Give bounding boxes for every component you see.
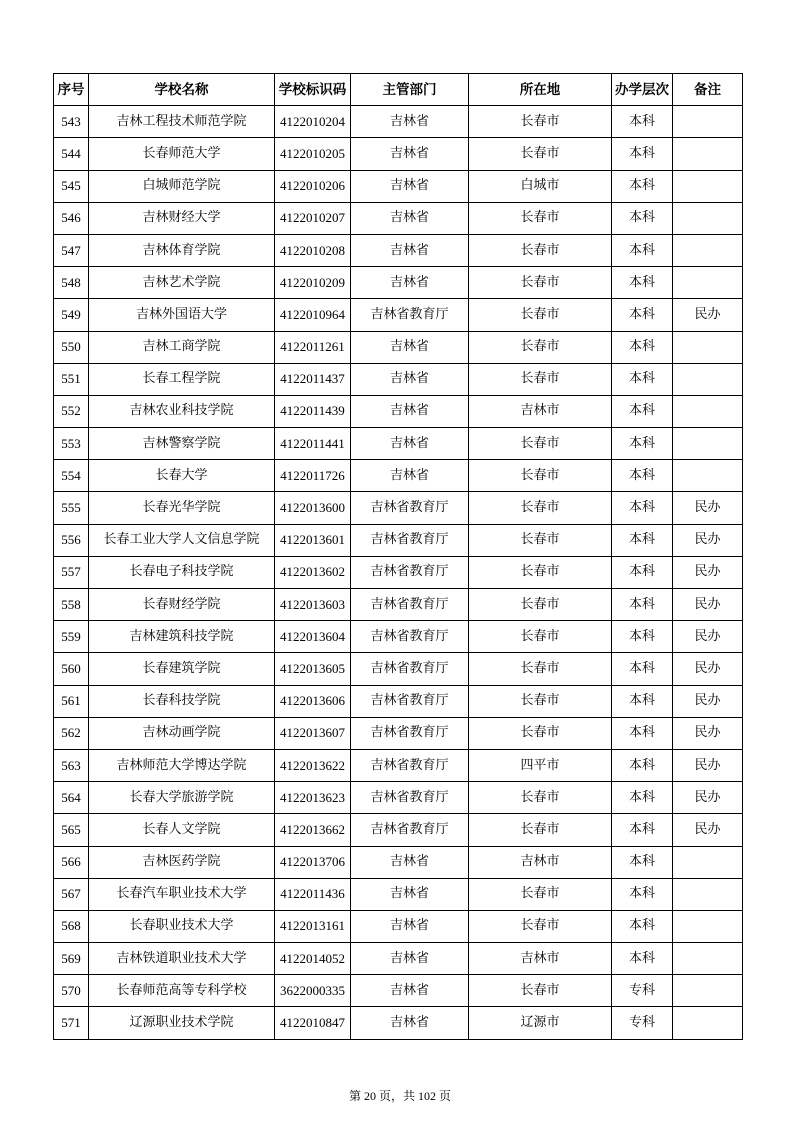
header-index: 序号	[54, 74, 89, 106]
table-row	[54, 492, 743, 524]
cell-index: 552	[54, 395, 89, 427]
cell-level: 本科	[612, 492, 673, 524]
cell-school-code: 4122014052	[275, 943, 351, 975]
cell-school-code: 4122013662	[275, 814, 351, 846]
table-row	[54, 685, 743, 717]
table-row	[54, 395, 743, 427]
cell-school-name: 长春工程学院	[89, 363, 275, 395]
cell-location: 长春市	[469, 331, 612, 363]
cell-authority: 吉林省教育厅	[351, 492, 469, 524]
cell-authority: 吉林省	[351, 234, 469, 266]
cell-level: 本科	[612, 910, 673, 942]
cell-index: 543	[54, 106, 89, 138]
header-location: 所在地	[469, 74, 612, 106]
cell-remark	[673, 106, 743, 138]
cell-school-name: 长春职业技术大学	[89, 910, 275, 942]
cell-location: 长春市	[469, 685, 612, 717]
cell-authority: 吉林省教育厅	[351, 621, 469, 653]
cell-location: 长春市	[469, 556, 612, 588]
table-row	[54, 267, 743, 299]
cell-level: 本科	[612, 782, 673, 814]
cell-school-code: 4122013603	[275, 589, 351, 621]
table-row	[54, 846, 743, 878]
cell-authority: 吉林省	[351, 1007, 469, 1039]
cell-school-name: 吉林建筑科技学院	[89, 621, 275, 653]
cell-index: 544	[54, 138, 89, 170]
cell-remark	[673, 202, 743, 234]
cell-remark: 民办	[673, 685, 743, 717]
cell-level: 本科	[612, 556, 673, 588]
cell-index: 567	[54, 878, 89, 910]
cell-level: 本科	[612, 621, 673, 653]
cell-school-name: 吉林动画学院	[89, 717, 275, 749]
cell-remark: 民办	[673, 492, 743, 524]
cell-school-code: 4122010964	[275, 299, 351, 331]
cell-remark: 民办	[673, 749, 743, 781]
table-row	[54, 975, 743, 1007]
table-row	[54, 782, 743, 814]
cell-authority: 吉林省	[351, 460, 469, 492]
cell-level: 本科	[612, 170, 673, 202]
cell-school-name: 长春人文学院	[89, 814, 275, 846]
cell-location: 长春市	[469, 621, 612, 653]
cell-location: 长春市	[469, 460, 612, 492]
header-school-name: 学校名称	[89, 74, 275, 106]
cell-level: 本科	[612, 524, 673, 556]
table-row	[54, 814, 743, 846]
cell-level: 本科	[612, 846, 673, 878]
cell-index: 558	[54, 589, 89, 621]
cell-remark	[673, 234, 743, 266]
cell-index: 546	[54, 202, 89, 234]
cell-index: 559	[54, 621, 89, 653]
cell-school-name: 吉林师范大学博达学院	[89, 749, 275, 781]
cell-level: 本科	[612, 138, 673, 170]
cell-authority: 吉林省	[351, 395, 469, 427]
cell-school-code: 4122010207	[275, 202, 351, 234]
cell-remark	[673, 170, 743, 202]
cell-authority: 吉林省	[351, 878, 469, 910]
cell-index: 571	[54, 1007, 89, 1039]
cell-school-name: 长春电子科技学院	[89, 556, 275, 588]
cell-level: 本科	[612, 202, 673, 234]
cell-remark	[673, 363, 743, 395]
table-row	[54, 460, 743, 492]
cell-authority: 吉林省教育厅	[351, 589, 469, 621]
cell-remark	[673, 878, 743, 910]
cell-remark	[673, 460, 743, 492]
cell-location: 长春市	[469, 234, 612, 266]
cell-location: 长春市	[469, 299, 612, 331]
cell-level: 专科	[612, 1007, 673, 1039]
cell-school-code: 4122013623	[275, 782, 351, 814]
cell-authority: 吉林省	[351, 846, 469, 878]
cell-school-name: 吉林外国语大学	[89, 299, 275, 331]
cell-authority: 吉林省	[351, 910, 469, 942]
table-row	[54, 234, 743, 266]
cell-school-name: 吉林体育学院	[89, 234, 275, 266]
header-level: 办学层次	[612, 74, 673, 106]
header-row	[54, 74, 743, 106]
cell-location: 长春市	[469, 202, 612, 234]
cell-level: 本科	[612, 460, 673, 492]
cell-school-code: 3622000335	[275, 975, 351, 1007]
cell-location: 长春市	[469, 138, 612, 170]
cell-school-name: 长春师范大学	[89, 138, 275, 170]
cell-level: 本科	[612, 395, 673, 427]
header-authority: 主管部门	[351, 74, 469, 106]
cell-level: 本科	[612, 878, 673, 910]
cell-location: 长春市	[469, 524, 612, 556]
cell-authority: 吉林省	[351, 331, 469, 363]
cell-school-code: 4122013601	[275, 524, 351, 556]
school-list-table	[53, 73, 743, 1040]
cell-index: 548	[54, 267, 89, 299]
cell-authority: 吉林省教育厅	[351, 299, 469, 331]
cell-school-name: 长春大学	[89, 460, 275, 492]
cell-index: 554	[54, 460, 89, 492]
table-row	[54, 621, 743, 653]
cell-authority: 吉林省教育厅	[351, 749, 469, 781]
cell-location: 吉林市	[469, 846, 612, 878]
table-row	[54, 910, 743, 942]
header-school-code: 学校标识码	[275, 74, 351, 106]
cell-remark: 民办	[673, 556, 743, 588]
cell-school-code: 4122013602	[275, 556, 351, 588]
cell-school-code: 4122013161	[275, 910, 351, 942]
cell-school-code: 4122010204	[275, 106, 351, 138]
cell-location: 长春市	[469, 363, 612, 395]
cell-school-name: 长春光华学院	[89, 492, 275, 524]
cell-school-name: 长春财经学院	[89, 589, 275, 621]
cell-authority: 吉林省教育厅	[351, 685, 469, 717]
cell-school-name: 长春大学旅游学院	[89, 782, 275, 814]
cell-school-name: 吉林工商学院	[89, 331, 275, 363]
table-row	[54, 331, 743, 363]
cell-level: 本科	[612, 943, 673, 975]
cell-school-code: 4122013607	[275, 717, 351, 749]
table-row	[54, 202, 743, 234]
cell-location: 长春市	[469, 975, 612, 1007]
cell-level: 本科	[612, 749, 673, 781]
cell-level: 本科	[612, 428, 673, 460]
cell-remark	[673, 395, 743, 427]
cell-school-code: 4122013622	[275, 749, 351, 781]
table-row	[54, 589, 743, 621]
cell-school-code: 4122011261	[275, 331, 351, 363]
cell-school-code: 4122011726	[275, 460, 351, 492]
cell-remark	[673, 138, 743, 170]
cell-school-code: 4122011437	[275, 363, 351, 395]
table-row	[54, 878, 743, 910]
cell-remark: 民办	[673, 782, 743, 814]
cell-authority: 吉林省	[351, 202, 469, 234]
cell-index: 557	[54, 556, 89, 588]
cell-level: 本科	[612, 363, 673, 395]
cell-remark	[673, 910, 743, 942]
cell-index: 562	[54, 717, 89, 749]
cell-remark: 民办	[673, 717, 743, 749]
cell-level: 本科	[612, 106, 673, 138]
cell-location: 白城市	[469, 170, 612, 202]
cell-level: 本科	[612, 653, 673, 685]
cell-remark: 民办	[673, 621, 743, 653]
table-row	[54, 170, 743, 202]
cell-school-name: 长春汽车职业技术大学	[89, 878, 275, 910]
cell-school-code: 4122013600	[275, 492, 351, 524]
cell-index: 563	[54, 749, 89, 781]
cell-school-name: 辽源职业技术学院	[89, 1007, 275, 1039]
cell-location: 长春市	[469, 717, 612, 749]
table-row	[54, 106, 743, 138]
cell-school-name: 吉林铁道职业技术大学	[89, 943, 275, 975]
cell-location: 长春市	[469, 910, 612, 942]
cell-index: 569	[54, 943, 89, 975]
cell-school-code: 4122010205	[275, 138, 351, 170]
cell-level: 专科	[612, 975, 673, 1007]
cell-location: 长春市	[469, 878, 612, 910]
cell-index: 549	[54, 299, 89, 331]
cell-school-code: 4122013604	[275, 621, 351, 653]
cell-school-name: 吉林警察学院	[89, 428, 275, 460]
cell-index: 561	[54, 685, 89, 717]
cell-remark	[673, 943, 743, 975]
cell-school-name: 长春师范高等专科学校	[89, 975, 275, 1007]
cell-location: 长春市	[469, 267, 612, 299]
cell-authority: 吉林省教育厅	[351, 653, 469, 685]
cell-authority: 吉林省	[351, 267, 469, 299]
cell-level: 本科	[612, 814, 673, 846]
cell-school-code: 4122011439	[275, 395, 351, 427]
cell-school-code: 4122010209	[275, 267, 351, 299]
cell-authority: 吉林省教育厅	[351, 556, 469, 588]
cell-location: 四平市	[469, 749, 612, 781]
cell-school-code: 4122010208	[275, 234, 351, 266]
cell-school-code: 4122010847	[275, 1007, 351, 1039]
cell-remark	[673, 428, 743, 460]
table-body	[54, 106, 743, 1039]
cell-remark	[673, 267, 743, 299]
cell-location: 长春市	[469, 492, 612, 524]
cell-index: 568	[54, 910, 89, 942]
table-row	[54, 749, 743, 781]
cell-remark: 民办	[673, 524, 743, 556]
cell-index: 555	[54, 492, 89, 524]
cell-index: 551	[54, 363, 89, 395]
cell-index: 547	[54, 234, 89, 266]
table-header	[54, 74, 743, 106]
cell-authority: 吉林省	[351, 106, 469, 138]
cell-index: 545	[54, 170, 89, 202]
cell-school-code: 4122011436	[275, 878, 351, 910]
cell-authority: 吉林省教育厅	[351, 814, 469, 846]
cell-index: 564	[54, 782, 89, 814]
cell-location: 长春市	[469, 428, 612, 460]
cell-school-code: 4122010206	[275, 170, 351, 202]
cell-authority: 吉林省	[351, 428, 469, 460]
cell-school-name: 吉林财经大学	[89, 202, 275, 234]
cell-remark	[673, 1007, 743, 1039]
table-row	[54, 943, 743, 975]
cell-school-name: 吉林艺术学院	[89, 267, 275, 299]
cell-level: 本科	[612, 299, 673, 331]
cell-location: 吉林市	[469, 943, 612, 975]
cell-location: 长春市	[469, 106, 612, 138]
cell-authority: 吉林省教育厅	[351, 782, 469, 814]
cell-index: 570	[54, 975, 89, 1007]
cell-school-name: 长春建筑学院	[89, 653, 275, 685]
cell-school-code: 4122013605	[275, 653, 351, 685]
cell-remark: 民办	[673, 589, 743, 621]
cell-authority: 吉林省教育厅	[351, 717, 469, 749]
cell-location: 吉林市	[469, 395, 612, 427]
cell-school-name: 吉林农业科技学院	[89, 395, 275, 427]
cell-index: 565	[54, 814, 89, 846]
cell-school-name: 吉林医药学院	[89, 846, 275, 878]
cell-authority: 吉林省教育厅	[351, 524, 469, 556]
cell-remark: 民办	[673, 814, 743, 846]
cell-remark	[673, 331, 743, 363]
cell-level: 本科	[612, 589, 673, 621]
cell-remark	[673, 975, 743, 1007]
cell-authority: 吉林省	[351, 975, 469, 1007]
cell-level: 本科	[612, 685, 673, 717]
cell-school-code: 4122011441	[275, 428, 351, 460]
table-row	[54, 717, 743, 749]
cell-location: 长春市	[469, 782, 612, 814]
cell-location: 长春市	[469, 589, 612, 621]
page-footer: 第 20 页，共 102 页	[348, 1089, 451, 1103]
cell-level: 本科	[612, 267, 673, 299]
table-row	[54, 363, 743, 395]
cell-location: 长春市	[469, 653, 612, 685]
cell-remark: 民办	[673, 653, 743, 685]
cell-level: 本科	[612, 331, 673, 363]
table-row	[54, 653, 743, 685]
table-row	[54, 1007, 743, 1039]
cell-index: 550	[54, 331, 89, 363]
table-row	[54, 428, 743, 460]
cell-school-code: 4122013706	[275, 846, 351, 878]
header-remark: 备注	[673, 74, 743, 106]
cell-remark	[673, 846, 743, 878]
cell-level: 本科	[612, 234, 673, 266]
cell-school-name: 白城师范学院	[89, 170, 275, 202]
table-row	[54, 524, 743, 556]
cell-authority: 吉林省	[351, 943, 469, 975]
cell-school-code: 4122013606	[275, 685, 351, 717]
cell-remark: 民办	[673, 299, 743, 331]
cell-index: 556	[54, 524, 89, 556]
cell-authority: 吉林省	[351, 170, 469, 202]
cell-school-name: 长春工业大学人文信息学院	[89, 524, 275, 556]
cell-level: 本科	[612, 717, 673, 749]
cell-location: 辽源市	[469, 1007, 612, 1039]
cell-location: 长春市	[469, 814, 612, 846]
table-row	[54, 299, 743, 331]
table-row	[54, 138, 743, 170]
cell-school-name: 长春科技学院	[89, 685, 275, 717]
cell-index: 560	[54, 653, 89, 685]
cell-index: 553	[54, 428, 89, 460]
cell-authority: 吉林省	[351, 363, 469, 395]
table-row	[54, 556, 743, 588]
cell-authority: 吉林省	[351, 138, 469, 170]
cell-school-name: 吉林工程技术师范学院	[89, 106, 275, 138]
cell-index: 566	[54, 846, 89, 878]
